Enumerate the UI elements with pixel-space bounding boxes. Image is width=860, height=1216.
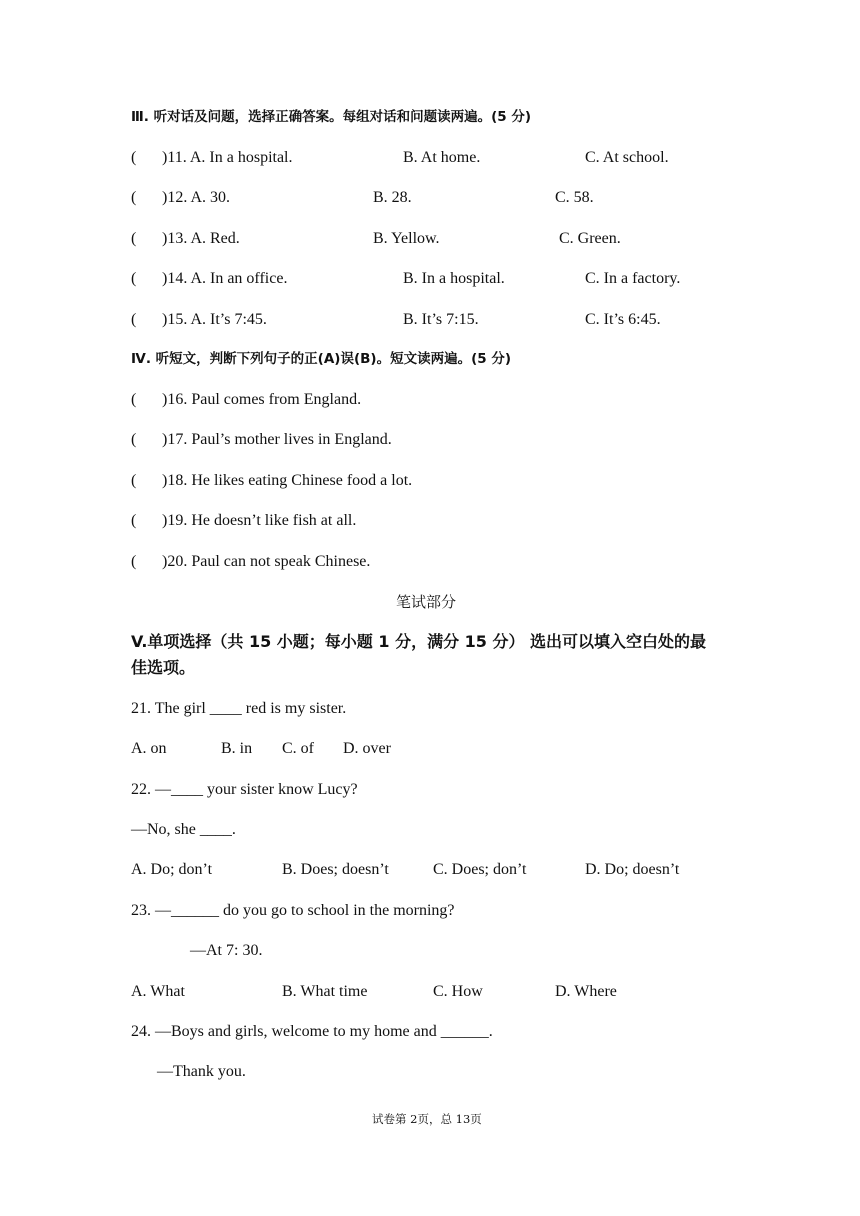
section-5-heading-line-2: 佳选项。 <box>131 658 196 677</box>
question-option-c: C. It’s 6:45. <box>585 311 661 328</box>
option-b: B. in <box>221 740 253 757</box>
answer-paren: ( <box>131 270 137 287</box>
question-option-c: C. 58. <box>555 189 594 206</box>
answer-paren: ( <box>131 553 137 570</box>
question-option-c: C. In a factory. <box>585 270 681 287</box>
answer-paren: ( <box>131 391 137 408</box>
question-option-c: C. At school. <box>585 149 669 166</box>
question-option-b: B. It’s 7:15. <box>403 311 479 328</box>
answer-paren: ( <box>131 230 137 247</box>
option-a: A. Do; don’t <box>131 861 213 878</box>
question-text: )18. He likes eating Chinese food a lot. <box>162 472 413 489</box>
answer-paren: ( <box>131 149 137 166</box>
question-text: )16. Paul comes from England. <box>162 391 362 408</box>
answer-paren: ( <box>131 311 137 328</box>
question-text: )19. He doesn’t like fish at all. <box>162 512 357 529</box>
answer-paren: ( <box>131 189 137 206</box>
question-option-a: )12. A. 30. <box>162 189 230 206</box>
section-4-heading: Ⅳ. 听短文，判断下列句子的正(A)误(B)。短文读两遍。(5 分) <box>131 351 512 367</box>
question-option-a: )11. A. In a hospital. <box>162 149 293 166</box>
written-part-title: 笔试部分 <box>396 593 457 611</box>
option-a: A. on <box>131 740 167 757</box>
question-option-a: )13. A. Red. <box>162 230 240 247</box>
option-c: C. of <box>282 740 314 757</box>
question-option-b: B. In a hospital. <box>403 270 505 287</box>
question-option-b: B. At home. <box>403 149 481 166</box>
question-option-b: B. 28. <box>373 189 412 206</box>
answer-paren: ( <box>131 472 137 489</box>
section-5-heading-line-1: V.单项选择（共 15 小题；每小题 1 分，满分 15 分） 选出可以填入空白处的最 <box>131 632 707 651</box>
answer-paren: ( <box>131 431 137 448</box>
question-option-a: )15. A. It’s 7:45. <box>162 311 267 328</box>
section-3-heading: Ⅲ. 听对话及问题，选择正确答案。每组对话和问题读两遍。(5 分) <box>131 109 532 125</box>
question-22-reply: —No, she ____. <box>131 821 236 838</box>
question-22-stem: 22. —____ your sister know Lucy? <box>131 781 358 798</box>
option-a: A. What <box>131 983 185 1000</box>
option-d: D. over <box>343 740 391 757</box>
question-option-b: B. Yellow. <box>373 230 440 247</box>
option-b: B. Does; doesn’t <box>282 861 389 878</box>
question-24-stem: 24. —Boys and girls, welcome to my home and ______. <box>131 1023 493 1040</box>
question-option-c: C. Green. <box>559 230 621 247</box>
answer-paren: ( <box>131 512 137 529</box>
option-c: C. Does; don’t <box>433 861 527 878</box>
question-text: )20. Paul can not speak Chinese. <box>162 553 371 570</box>
option-b: B. What time <box>282 983 368 1000</box>
question-24-reply: —Thank you. <box>157 1063 246 1080</box>
option-d: D. Do; doesn’t <box>585 861 680 878</box>
option-d: D. Where <box>555 983 617 1000</box>
question-option-a: )14. A. In an office. <box>162 270 288 287</box>
page-footer: 试卷第 2页，总 13页 <box>372 1112 482 1126</box>
question-text: )17. Paul’s mother lives in England. <box>162 431 392 448</box>
option-c: C. How <box>433 983 483 1000</box>
question-23-stem: 23. —______ do you go to school in the morning? <box>131 902 455 919</box>
question-23-reply: —At 7: 30. <box>190 942 263 959</box>
question-21-stem: 21. The girl ____ red is my sister. <box>131 700 347 717</box>
